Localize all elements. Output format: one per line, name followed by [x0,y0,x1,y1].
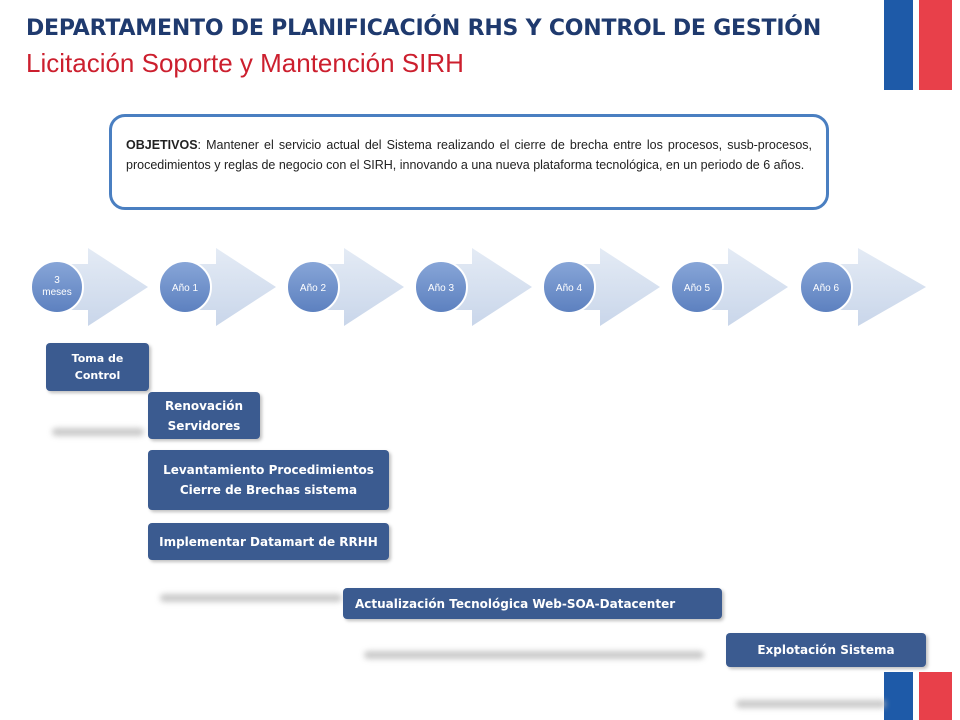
step-label-3: Año 2 [299,283,327,294]
task-levantamiento-procedimientos [148,450,389,510]
step-label-2: Año 1 [171,283,199,294]
task-label: Cierre de Brechas sistema [179,483,358,497]
task-toma-de-control [46,343,149,391]
step-ano-5 [671,248,788,326]
objectives-label: OBJETIVOS [126,138,198,152]
task-shadow [736,700,886,708]
task-label: Explotación Sistema [757,643,895,657]
task-label: Renovación [164,398,244,413]
task-renovacion-servidores [148,392,260,439]
task-actualizacion-tecnologica [343,588,722,619]
page-subtitle: Licitación Soporte y Mantención SIRH [26,48,464,78]
step-label-1b: meses [42,287,72,298]
step-label-7: Año 6 [812,283,840,294]
task-explotacion-sistema [726,633,926,667]
task-shadow [52,428,144,436]
step-ano-2 [287,248,404,326]
task-shadow [160,594,342,602]
task-implementar-datamart [148,523,389,560]
task-shadow [364,651,704,659]
step-ano-3 [415,248,532,326]
step-ano-6 [800,248,926,326]
step-label-1: 3 [54,275,60,286]
step-label-4: Año 3 [427,283,455,294]
task-label: Actualización Tecnológica Web-SOA-Datacenter [355,596,676,611]
task-label: Levantamiento Procedimientos [163,463,374,477]
task-label: Control [74,369,121,382]
step-ano-4 [543,248,660,326]
step-label-5: Año 4 [555,283,583,294]
step-label-6: Año 5 [683,283,711,294]
step-ano-1 [159,248,276,326]
task-label: Toma de [71,352,124,365]
department-title: DEPARTAMENTO DE PLANIFICACIÓN RHS Y CONTROL DE GESTIÓN [26,16,822,41]
step-3-meses [31,248,148,326]
task-label: Servidores [167,418,241,433]
objectives-text: : Mantener el servicio actual del Sistema realizando el cierre de brecha entre los procesos, susb-procesos, procedimientos y reglas de negocio con el SIRH, innovando a una nueva plataforma tecnológica, en un periodo de 6 años. [126,138,812,172]
task-label: Implementar Datamart de RRHH [159,534,378,549]
